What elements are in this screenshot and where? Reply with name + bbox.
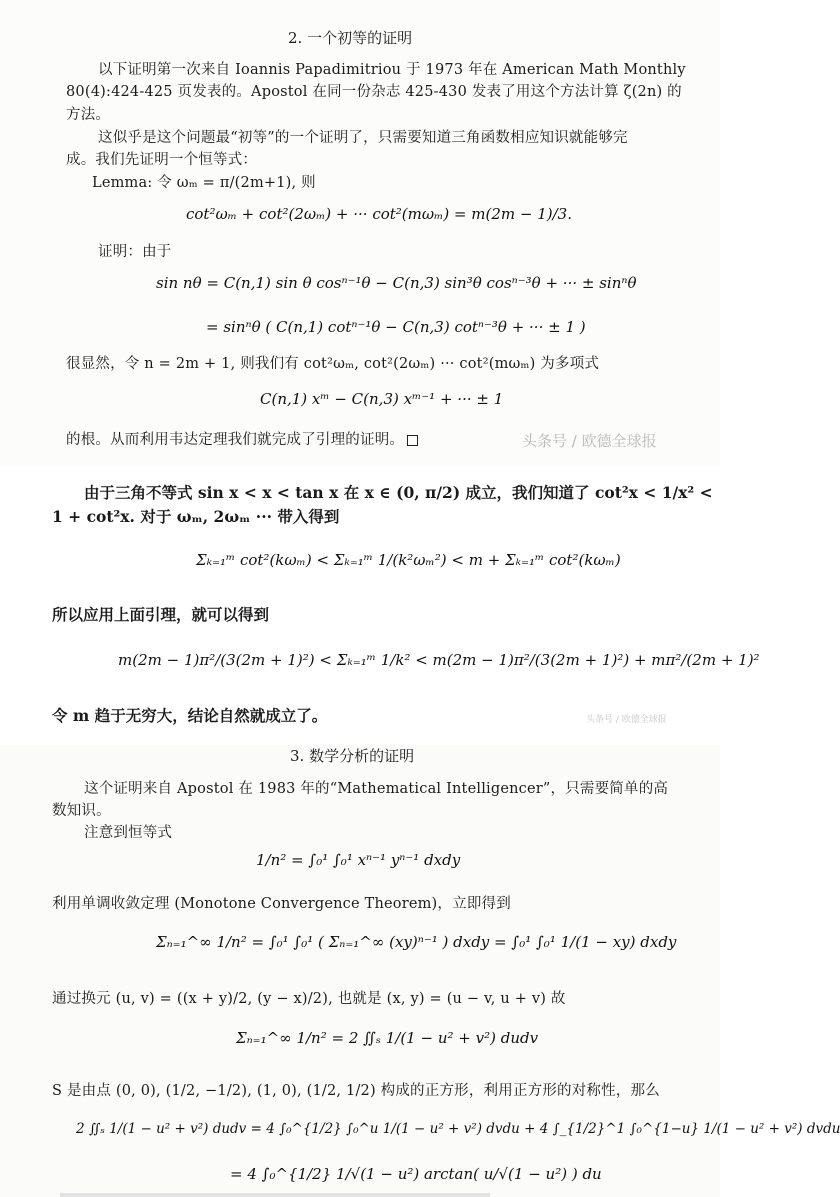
paragraph-line: 很显然，令 n = 2m + 1, 则我们有 cot²ωₘ, cot²(2ωₘ) ··· cot²(mωₘ) 为多项式 <box>66 356 600 372</box>
equation-sin-expansion: sin nθ = C(n,1) sin θ cosⁿ⁻¹θ − C(n,3) sin³θ cosⁿ⁻³θ + ··· ± sinⁿθ <box>156 274 637 292</box>
equation-arctan: = 4 ∫₀^{1/2} 1/√(1 − u²) arctan( u/√(1 − u²) ) du <box>230 1165 602 1183</box>
paragraph-line: 数知识。 <box>52 803 111 819</box>
qed-square-icon <box>407 435 418 446</box>
section-title: 2. 一个初等的证明 <box>288 29 413 47</box>
paragraph-line <box>66 428 418 449</box>
equation-symmetry: 2 ∬ₛ 1/(1 − u² + v²) dudv = 4 ∫₀^{1/2} ∫₀^u 1/(1 − u² + v²) dvdu + 4 ∫_{1/2}^1 ∫₀^{1−u} 1/(1 − u² + v²) dvdu <box>76 1121 840 1137</box>
paragraph-line: 1 + cot²x. 对于 ωₘ, 2ωₘ ··· 带入得到 <box>52 507 340 526</box>
equation-substitution: Σₙ₌₁^∞ 1/n² = 2 ∬ₛ 1/(1 − u² + v²) dudv <box>236 1029 539 1047</box>
roots-text: 的根。从而利用韦达定理我们就完成了引理的证明。 <box>66 432 405 448</box>
paragraph-line: 80(4):424-425 页发表的。Apostol 在同一份杂志 425-430 发表了用这个方法计算 ζ(2n) 的 <box>66 84 682 100</box>
paragraph-line: 由于三角不等式 sin x < x < tan x 在 x ∈ (0, π/2) 成立，我们知道了 cot²x < 1/x² < <box>84 483 713 502</box>
paragraph-line: 注意到恒等式 <box>84 825 173 841</box>
page-segment-section2-continued <box>0 465 760 745</box>
watermark: 头条号 / 欧德全球报 <box>522 432 657 450</box>
proof-label: 证明：由于 <box>98 244 172 260</box>
paragraph-line: 成。我们先证明一个恒等式： <box>66 152 258 168</box>
page-segment-section3 <box>0 745 840 1197</box>
paragraph-line: 方法。 <box>66 107 111 123</box>
equation-identity: 1/n² = ∫₀¹ ∫₀¹ xⁿ⁻¹ yⁿ⁻¹ dxdy <box>256 851 461 869</box>
section-title: 3. 数学分析的证明 <box>290 747 415 765</box>
paragraph-line: 利用单调收敛定理 (Monotone Convergence Theorem)，立即得到 <box>52 896 511 912</box>
equation-polynomial: C(n,1) xᵐ − C(n,3) xᵐ⁻¹ + ··· ± 1 <box>260 390 504 408</box>
page-segment-section2 <box>0 0 720 465</box>
equation-lemma: cot²ωₘ + cot²(2ωₘ) + ··· cot²(mωₘ) = m(2m − 1)/3. <box>186 205 572 223</box>
equation-bound: m(2m − 1)π²/(3(2m + 1)²) < Σₖ₌₁ᵐ 1/k² < m(2m − 1)π²/(3(2m + 1)²) + mπ²/(2m + 1)² <box>118 651 760 669</box>
equation-mct: Σₙ₌₁^∞ 1/n² = ∫₀¹ ∫₀¹ ( Σₙ₌₁^∞ (xy)ⁿ⁻¹ ) dxdy = ∫₀¹ ∫₀¹ 1/(1 − xy) dxdy <box>156 933 677 951</box>
equation-sum-inequality: Σₖ₌₁ᵐ cot²(kωₘ) < Σₖ₌₁ᵐ 1/(k²ωₘ²) < m + Σₖ₌₁ᵐ cot²(kωₘ) <box>196 551 621 569</box>
watermark: 头条号 / 欧德全球报 <box>586 715 667 725</box>
paragraph-line: 通过换元 (u, v) = ((x + y)/2, (y − x)/2), 也就是 (x, y) = (u − v, u + v) 故 <box>52 991 566 1007</box>
paragraph-line: 这似乎是这个问题最“初等”的一个证明了，只需要知道三角函数相应知识就能够完 <box>98 130 628 146</box>
paragraph-line: 令 m 趋于无穷大，结论自然就成立了。 <box>52 706 328 725</box>
paragraph-line: 这个证明来自 Apostol 在 1983 年的“Mathematical Intelligencer”，只需要简单的高 <box>84 781 669 797</box>
scroll-edge <box>60 1193 490 1197</box>
paragraph-line: S 是由点 (0, 0), (1/2, −1/2), (1, 0), (1/2, 1/2) 构成的正方形，利用正方形的对称性，那么 <box>52 1083 660 1099</box>
paragraph-line: 所以应用上面引理，就可以得到 <box>52 605 270 624</box>
paragraph-line: 以下证明第一次来自 Ioannis Papadimitriou 于 1973 年在 American Math Monthly <box>98 62 686 78</box>
equation-sin-factored: = sinⁿθ ( C(n,1) cotⁿ⁻¹θ − C(n,3) cotⁿ⁻³θ + ··· ± 1 ) <box>206 318 586 336</box>
lemma-statement: Lemma: 令 ωₘ = π/(2m+1), 则 <box>92 175 316 191</box>
